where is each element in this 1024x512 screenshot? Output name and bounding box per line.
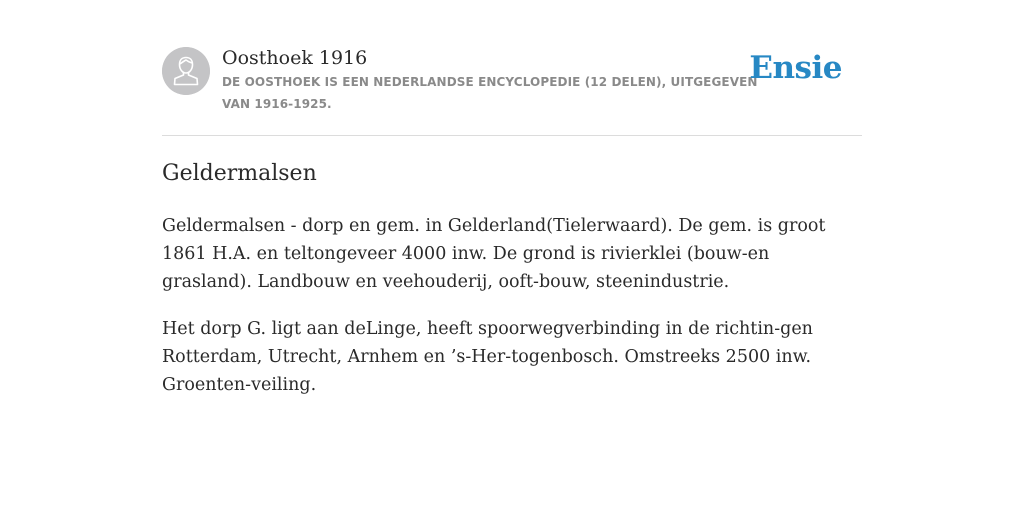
entry-paragraph: Het dorp G. ligt aan deLinge, heeft spoorwegverbinding in de richtin-gen Rotterdam, Utrecht, Arnhem en ’s-Her-togenbosch. Omstreeks 2500 inw. Groenten-veiling.	[162, 319, 813, 395]
source-header	[162, 46, 862, 136]
source-info	[222, 46, 762, 115]
source-title[interactable]: Oosthoek 1916	[222, 47, 368, 69]
source-description: DE OOSTHOEK IS EEN NEDERLANDSE ENCYCLOPEDIE (12 DELEN), UITGEGEVEN VAN 1916-1925.	[222, 75, 758, 111]
ensie-logo[interactable]: Ensie	[749, 50, 842, 86]
user-avatar-icon	[162, 47, 210, 95]
entry-title: Geldermalsen	[162, 161, 317, 186]
header-divider	[162, 135, 862, 136]
entry-paragraph: Geldermalsen - dorp en gem. in Gelderland(Tielerwaard). De gem. is groot 1861 H.A. en teltongeveer 4000 inw. De grond is rivierklei (bouw-en grasland). Landbouw en veehouderij, ooft-bouw, steenindustrie.	[162, 216, 826, 292]
entry-content	[162, 158, 862, 418]
